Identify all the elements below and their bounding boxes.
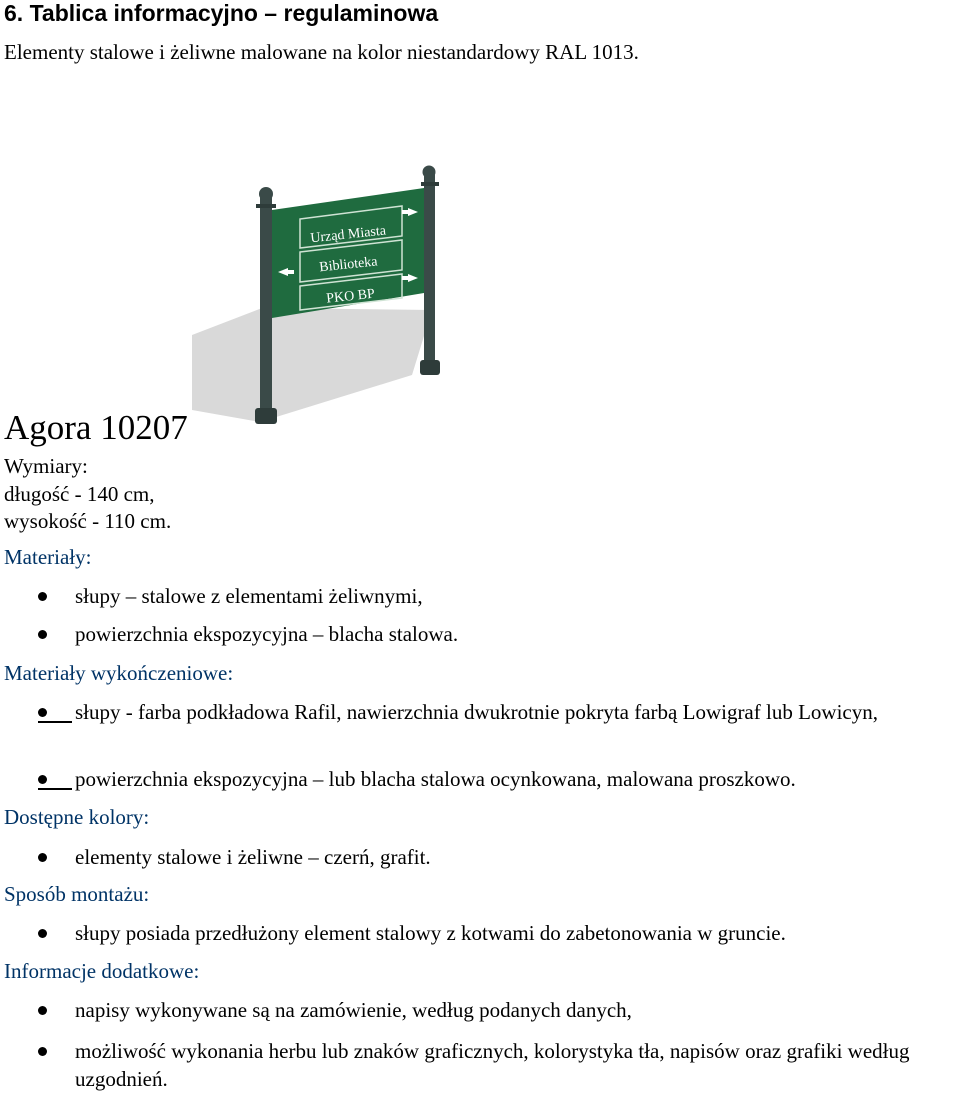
bullet-icon bbox=[38, 630, 47, 639]
list-item-text: powierzchnia ekspozycyjna – lub blacha stalowa ocynkowana, malowana proszkowo. bbox=[75, 767, 796, 791]
page-heading: 6. Tablica informacyjno – regulaminowa bbox=[4, 0, 439, 26]
bullet-icon bbox=[38, 708, 47, 717]
product-name: Agora 10207 bbox=[4, 408, 188, 447]
mounting-label: Sposób montażu: bbox=[4, 882, 150, 906]
page-subtitle: Elementy stalowe i żeliwne malowane na kolor niestandardowy RAL 1013. bbox=[4, 40, 639, 64]
list-item bbox=[38, 1037, 958, 1093]
list-item-text: powierzchnia ekspozycyjna – blacha stalowa. bbox=[75, 622, 459, 646]
left-post bbox=[260, 196, 272, 424]
sign-illustration bbox=[192, 160, 452, 430]
list-item-text: słupy posiada przedłużony element stalowy z kotwami do zabetonowania w gruncie. bbox=[75, 921, 786, 945]
dimension-length: długość - 140 cm, bbox=[4, 482, 155, 506]
list-item-text: napisy wykonywane są na zamówienie, według podanych danych, bbox=[75, 998, 632, 1022]
bullet-icon bbox=[38, 929, 47, 938]
additional-label: Informacje dodatkowe: bbox=[4, 959, 200, 983]
dimensions-label: Wymiary: bbox=[4, 454, 88, 478]
sign-text-2: Biblioteka bbox=[318, 254, 379, 276]
list-item bbox=[38, 620, 958, 648]
bullet-icon bbox=[38, 1047, 47, 1056]
bullet-icon bbox=[38, 1006, 47, 1015]
colors-label: Dostępne kolory: bbox=[4, 805, 150, 829]
list-item bbox=[38, 698, 958, 726]
dimension-height: wysokość - 110 cm. bbox=[4, 509, 172, 533]
sign-text-3: PKO BP bbox=[325, 286, 376, 307]
bullet-underline bbox=[38, 721, 72, 723]
list-item bbox=[38, 996, 958, 1024]
right-post bbox=[424, 174, 435, 374]
list-item bbox=[38, 919, 958, 947]
list-item-text: możliwość wykonania herbu lub znaków graficznych, kolorystyka tła, napisów oraz grafiki według uzgodnień. bbox=[75, 1039, 910, 1091]
sign-text-1: Urząd Miasta bbox=[309, 223, 387, 247]
list-item bbox=[38, 582, 958, 610]
materials-label: Materiały: bbox=[4, 545, 92, 569]
list-item-text: elementy stalowe i żeliwne – czerń, grafit. bbox=[75, 845, 431, 869]
list-item bbox=[38, 843, 958, 871]
list-item-text: słupy - farba podkładowa Rafil, nawierzchnia dwukrotnie pokryta farbą Lowigraf lub Lowicyn, bbox=[75, 700, 878, 724]
bullet-icon bbox=[38, 592, 47, 601]
list-item bbox=[38, 765, 958, 793]
finishing-label: Materiały wykończeniowe: bbox=[4, 661, 234, 685]
bullet-icon bbox=[38, 853, 47, 862]
bullet-icon bbox=[38, 775, 47, 784]
list-item-text: słupy – stalowe z elementami żeliwnymi, bbox=[75, 584, 423, 608]
bullet-underline bbox=[38, 788, 72, 790]
ground-shadow bbox=[192, 308, 432, 422]
